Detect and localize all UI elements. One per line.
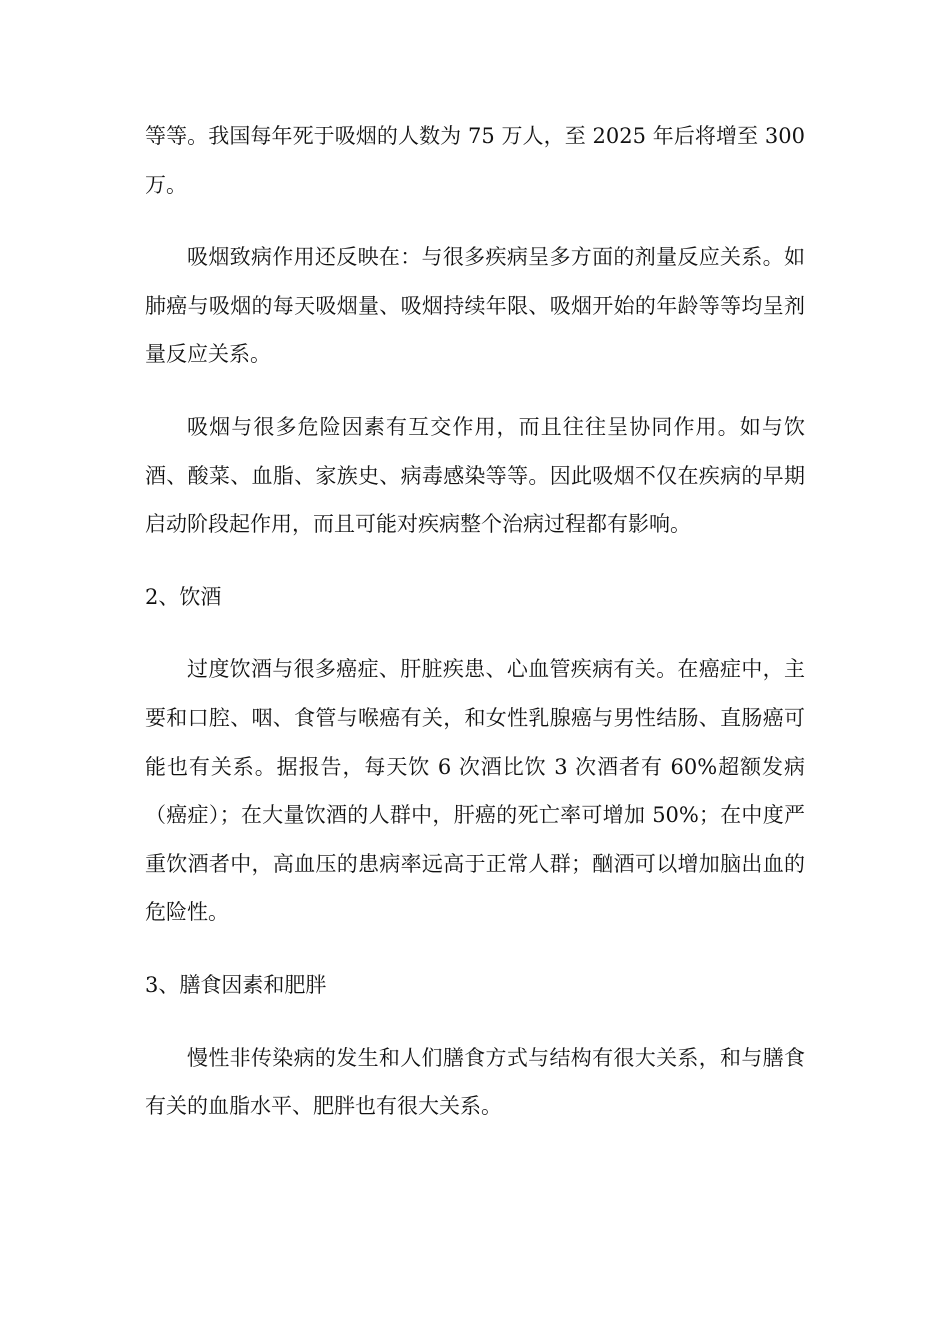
section-heading-drinking: 2、饮酒	[145, 584, 222, 609]
document-body	[145, 112, 805, 1155]
paragraph-diet-obesity: 慢性非传染病的发生和人们膳食方式与结构有很大关系，和与膳食有关的血脂水平、肥胖也有很大关系。	[145, 1045, 805, 1119]
paragraph-smoking-deaths: 等等。我国每年死于吸烟的人数为 75 万人，至 2025 年后将增至 300 万。	[145, 124, 805, 197]
paragraph-smoking-interaction: 吸烟与很多危险因素有互交作用，而且往往呈协同作用。如与饮酒、酸菜、血脂、家族史、病毒感染等等。因此吸烟不仅在疾病的早期启动阶段起作用，而且可能对疾病整个治病过程都有影响。	[145, 414, 805, 537]
section-heading-diet-obesity: 3、膳食因素和肥胖	[145, 972, 327, 997]
paragraph-smoking-dose-response: 吸烟致病作用还反映在：与很多疾病呈多方面的剂量反应关系。如肺癌与吸烟的每天吸烟量、吸烟持续年限、吸烟开始的年龄等等均呈剂量反应关系。	[145, 245, 805, 367]
paragraph-drinking-effects: 过度饮酒与很多癌症、肝脏疾患、心血管疾病有关。在癌症中，主要和口腔、咽、食管与喉癌有关，和女性乳腺癌与男性结肠、直肠癌可能也有关系。据报告，每天饮 6 次酒比饮 3 次酒者有 60%超额发病（癌症）；在大量饮酒的人群中，肝癌的死亡率可增加 50%；在中度严重饮酒者中，高血压的患病率远高于正常人群；酗酒可以增加脑出血的危险性。	[145, 657, 805, 925]
